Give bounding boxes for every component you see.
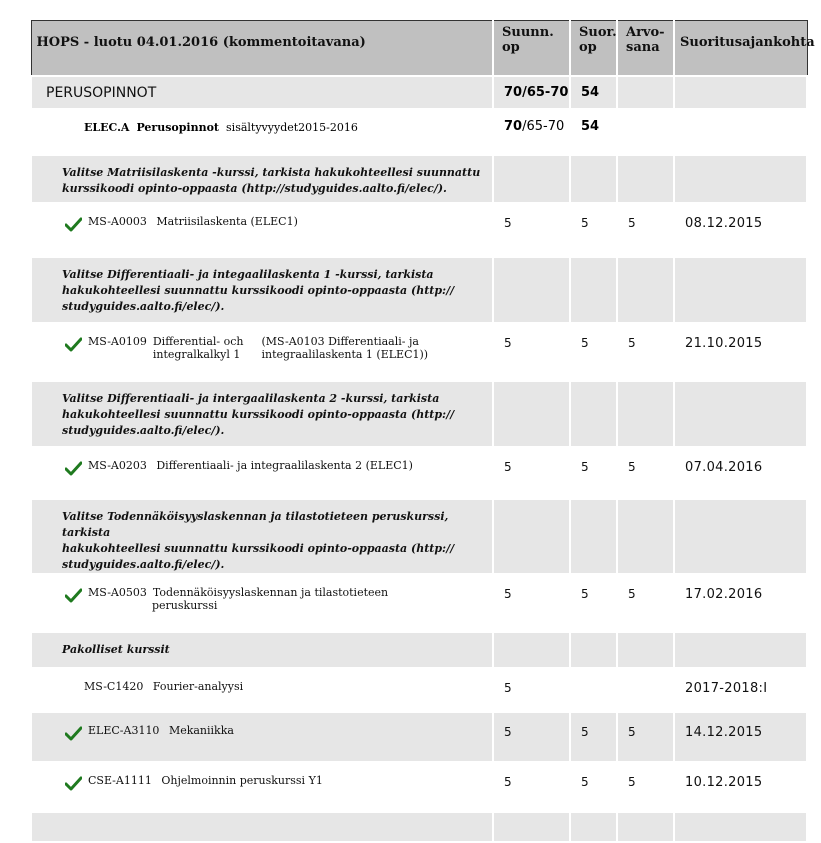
module-name: Perusopinnot	[136, 121, 220, 134]
course-done: 5	[570, 762, 617, 812]
module-done: 54	[570, 109, 617, 155]
course-name: Differentiaali- ja integraalilaskenta 2 (ELEC1)	[156, 459, 413, 472]
checkmark-icon	[65, 217, 82, 232]
course-done: 5	[570, 447, 617, 499]
instruction-text: Valitse Differentiaali- ja integaalilaskenta 1 -kurssi, tarkista hakukohteellesi suunnattu kurssikoodi opinto-oppaasta (http:// studyguides.aalto.fi/elec/).	[31, 257, 493, 323]
course-planned: 5	[493, 323, 570, 381]
course-grade: 5	[617, 762, 674, 812]
course-date: 07.04.2016	[674, 447, 807, 499]
course-row[interactable]	[31, 762, 807, 812]
col-completed-credits: Suor. op	[570, 21, 617, 77]
instruction-text: Valitse Todennäköisyyslaskennan ja tilastotieteen peruskurssi, tarkista hakukohteellesi suunnattu kurssikoodi opinto-oppaasta (http:// studyguides.aalto.fi/elec/).	[31, 499, 493, 574]
course-name: Mekaniikka	[168, 724, 234, 737]
table-header	[31, 21, 807, 77]
section-done: 54	[570, 76, 617, 109]
course-grade: 5	[617, 323, 674, 381]
course-name: Ohjelmoinnin peruskurssi Y1	[161, 774, 323, 787]
checkmark-icon	[65, 726, 82, 741]
col-completion-date: Suoritusajankohta	[674, 21, 807, 77]
course-grade: 5	[617, 203, 674, 257]
course-planned: 5	[493, 712, 570, 762]
course-grade: 5	[617, 712, 674, 762]
instruction-row	[31, 155, 807, 203]
study-plan-container	[30, 20, 815, 843]
checkmark-icon	[65, 588, 82, 603]
module-planned: 70/65-70	[493, 109, 570, 155]
study-plan-table	[30, 20, 815, 843]
course-done: 5	[570, 203, 617, 257]
next-row-partial	[31, 812, 807, 842]
instruction-row	[31, 632, 807, 668]
course-date: 2017-2018:I	[674, 668, 807, 712]
module-desc: sisältyvyydet2015-2016	[226, 121, 358, 134]
course-date: 14.12.2015	[674, 712, 807, 762]
course-name: Matriisilaskenta (ELEC1)	[156, 215, 298, 228]
course-row[interactable]	[31, 574, 807, 632]
course-code: MS-A0003	[88, 215, 147, 228]
section-planned: 70/65-70	[493, 76, 570, 109]
course-code: MS-A0109	[88, 335, 147, 348]
instruction-text: Pakolliset kurssit	[31, 632, 493, 668]
checkmark-icon	[65, 337, 82, 352]
instruction-row	[31, 499, 807, 574]
course-substitute: (MS-A0103 Differentiaali- ja integraalilaskenta 1 (ELEC1))	[261, 335, 429, 361]
course-planned: 5	[493, 574, 570, 632]
course-done: 5	[570, 323, 617, 381]
course-code: MS-C1420	[84, 680, 144, 693]
module-row	[31, 109, 807, 155]
course-code: ELEC-A3110	[88, 724, 160, 737]
course-done	[570, 668, 617, 712]
course-code: CSE-A1111	[88, 774, 152, 787]
course-planned: 5	[493, 203, 570, 257]
instruction-text: Valitse Differentiaali- ja intergaalilaskenta 2 -kurssi, tarkista hakukohteellesi suunnattu kurssikoodi opinto-oppaasta (http:// studyguides.aalto.fi/elec/).	[31, 381, 493, 447]
course-planned: 5	[493, 762, 570, 812]
course-row[interactable]	[31, 447, 807, 499]
course-date: 10.12.2015	[674, 762, 807, 812]
course-date: 17.02.2016	[674, 574, 807, 632]
course-row[interactable]	[31, 712, 807, 762]
course-date: 08.12.2015	[674, 203, 807, 257]
course-date: 21.10.2015	[674, 323, 807, 381]
instruction-row	[31, 257, 807, 323]
course-code: MS-A0503	[88, 586, 147, 599]
course-name: Differential- och integralkalkyl 1	[152, 335, 244, 361]
course-planned: 5	[493, 447, 570, 499]
course-row[interactable]	[31, 203, 807, 257]
checkmark-icon	[65, 461, 82, 476]
instruction-row	[31, 381, 807, 447]
plan-title: HOPS - luotu 04.01.2016 (kommentoitavana)	[31, 21, 493, 77]
col-planned-credits: Suunn. op	[493, 21, 570, 77]
course-row[interactable]	[31, 323, 807, 381]
col-grade: Arvo- sana	[617, 21, 674, 77]
checkmark-icon	[65, 776, 82, 791]
course-done: 5	[570, 712, 617, 762]
course-row[interactable]	[31, 668, 807, 712]
course-grade: 5	[617, 447, 674, 499]
course-name: Todennäköisyyslaskennan ja tilastotieteen	[152, 586, 389, 599]
course-grade	[617, 668, 674, 712]
course-done: 5	[570, 574, 617, 632]
course-planned: 5	[493, 668, 570, 712]
course-grade: 5	[617, 574, 674, 632]
course-name-cont: peruskurssi	[152, 599, 218, 612]
section-row	[31, 76, 807, 109]
instruction-text: Valitse Matriisilaskenta -kurssi, tarkista hakukohteellesi suunnattu kurssikoodi opinto-oppaasta (http://studyguides.aalto.fi/elec/).	[31, 155, 493, 203]
course-code: MS-A0203	[88, 459, 147, 472]
module-code: ELEC.A	[84, 121, 130, 134]
section-label: PERUSOPINNOT	[31, 76, 493, 109]
course-name: Fourier-analyysi	[152, 680, 244, 693]
